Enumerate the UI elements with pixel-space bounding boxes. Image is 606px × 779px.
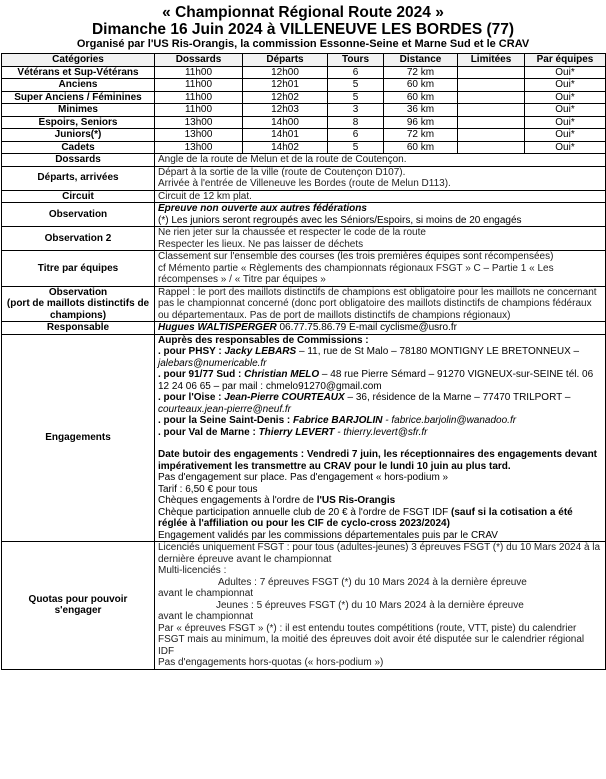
contact-prefix: . pour l'Oise : — [158, 392, 225, 403]
race-row — [2, 104, 606, 117]
col-header: Tours — [328, 54, 384, 67]
row-label: Observation 2 — [2, 227, 155, 251]
contact-sud — [158, 369, 602, 392]
depart-cell: 14h02 — [243, 141, 328, 154]
contact-prefix: . pour PHSY : — [158, 346, 225, 357]
no-onsite-text: Pas d'engagement sur place. Pas d'engagement « hors-podium » — [158, 472, 449, 483]
responsable-contact: 06.77.75.86.79 E-mail cyclisme@usro.fr — [279, 322, 457, 333]
contact-address: – 11, rue de St Malo – 78180 MONTIGNY LE BRETONNEUX – — [296, 346, 580, 357]
info-row-observation2 — [2, 227, 606, 251]
quota-line: Pas d'engagements hors-quotas (« hors-podium ») — [158, 657, 384, 668]
info-row-departs — [2, 166, 606, 190]
depart-cell: 14h00 — [243, 116, 328, 129]
event-date-place: Dimanche 16 Juin 2024 à VILLENEUVE LES BORDES (77) — [91, 21, 515, 38]
quota-line: Par « épreuves FSGT » (*) : il est entendu toutes compétitions (route, VTT, piste) du calendrier FSGT mais au minimum, la moitié des épreuves doit avoir été disputée sur le calendrier régional IDF — [158, 622, 585, 657]
col-header: Catégories — [2, 54, 155, 67]
tours-cell: 5 — [328, 91, 384, 104]
info-row-quotas — [2, 542, 606, 670]
info-row-engagements — [2, 334, 606, 542]
contact-email: - thierry.levert@sfr.fr — [334, 426, 428, 438]
row-text: Angle de la route de Melun et de la route de Coutençon. — [155, 154, 606, 167]
info-row-circuit — [2, 190, 606, 203]
validation-text: Engagement validés par les commissions départementales puis par le CRAV — [158, 529, 498, 541]
row-text — [155, 322, 606, 335]
equipes-cell: Oui* — [525, 91, 606, 104]
participation-condition: (sauf si la cotisation a été réglée à l'affiliation ou pour les CIF de cyclo-cross 2023/2024) — [158, 506, 573, 529]
row-label: Titre par équipes — [2, 251, 155, 287]
tours-cell: 3 — [328, 104, 384, 117]
category-cell: Anciens — [2, 79, 155, 92]
contact-name: Christian MELO — [244, 369, 320, 380]
row-text — [155, 166, 606, 190]
obs2-line: Respecter les lieux. Ne pas laisser de déchets — [158, 238, 364, 250]
dossards-cell: 13h00 — [155, 129, 243, 142]
quota-line: avant le championnat — [158, 588, 254, 599]
tours-cell: 5 — [328, 79, 384, 92]
limitees-cell — [458, 104, 525, 117]
contact-vdm — [158, 427, 602, 439]
cheques-club: l'US Ris-Orangis — [316, 495, 396, 506]
info-row-dossards — [2, 154, 606, 167]
contact-name: Jacky LEBARS — [224, 346, 297, 357]
contact-prefix: . pour la Seine Saint-Denis : — [158, 415, 294, 426]
titre-line: Classement sur l'ensemble des courses (les trois premières équipes sont récompensées) — [158, 251, 554, 262]
category-cell: Espoirs, Seniors — [2, 116, 155, 129]
equipes-cell: Oui* — [525, 104, 606, 117]
limitees-cell — [458, 91, 525, 104]
cheques-text — [158, 495, 602, 507]
col-header: Départs — [243, 54, 328, 67]
depart-cell: 14h01 — [243, 129, 328, 142]
race-row — [2, 79, 606, 92]
info-row-maillots — [2, 286, 606, 322]
contact-email: jalebars@numericable.fr — [158, 357, 267, 369]
label-line: s'engager — [54, 605, 102, 617]
col-header: Distance — [384, 54, 458, 67]
equipes-cell: Oui* — [525, 116, 606, 129]
col-header: Limitées — [458, 54, 525, 67]
quota-line: avant le championnat — [158, 611, 254, 622]
championship-table — [1, 53, 606, 670]
contact-ssd — [158, 415, 602, 427]
info-row-titre — [2, 251, 606, 287]
row-label: Observation — [2, 203, 155, 227]
label-line: (port de maillots distinctifs de champions) — [6, 298, 150, 321]
row-text: Rappel : le port des maillots distinctifs de champions est obligatoire pour les maillots ne concernant pas le championnat concerné (donc port obligatoire des maillots distinctifs de champions fédéraux ou départementaux. Pas de port de maillots distinctifs de champions régionaux) — [155, 286, 606, 322]
contact-address: – 36, résidence de la Marne – 77470 TRILPORT – — [344, 392, 571, 403]
engagements-intro: Auprès des responsables de Commissions : — [158, 334, 369, 346]
quota-line: Licenciés uniquement FSGT : pour tous (adultes-jeunes) 3 épreuves FSGT (*) du 10 Mars 2024 à la dernière épreuve avant le championnat — [158, 542, 601, 565]
organizer-line: Organisé par l'US Ris-Orangis, la commission Essonne-Seine et Marne Sud et le CRAV — [76, 38, 530, 50]
distance-cell: 72 km — [384, 129, 458, 142]
header-row — [2, 54, 606, 67]
contact-address: – 48 rue Pierre Sémard – 91270 VIGNEUX-sur-SEINE tél. 06 12 24 06 65 – par mail : chmelo91270@gmail.com — [158, 369, 594, 392]
equipes-cell: Oui* — [525, 79, 606, 92]
dossards-cell: 11h00 — [155, 66, 243, 79]
race-row — [2, 91, 606, 104]
col-header: Par équipes — [525, 54, 606, 67]
category-cell: Super Anciens / Féminines — [2, 91, 155, 104]
contact-name: Fabrice BARJOLIN — [293, 415, 383, 426]
responsable-name: Hugues WALTISPERGER — [158, 322, 277, 333]
contact-name: Thierry LEVERT — [258, 426, 335, 438]
row-text: Circuit de 12 km plat. — [155, 190, 606, 203]
equipes-cell: Oui* — [525, 66, 606, 79]
obs-emphasis: Epreuve non ouverte aux autres fédérations — [158, 203, 367, 214]
equipes-cell: Oui* — [525, 141, 606, 154]
category-cell: Juniors(*) — [2, 129, 155, 142]
row-label: Circuit — [2, 190, 155, 203]
obs-juniors: (*) Les juniors seront regroupés avec les Séniors/Espoirs, si moins de 20 engagés — [158, 214, 522, 226]
category-cell: Minimes — [2, 104, 155, 117]
dossards-cell: 13h00 — [155, 116, 243, 129]
depart-cell: 12h01 — [243, 79, 328, 92]
contact-email: - fabrice.barjolin@wanadoo.fr — [382, 415, 517, 426]
depart-cell: 12h02 — [243, 91, 328, 104]
category-cell: Cadets — [2, 141, 155, 154]
depart-cell: 12h00 — [243, 66, 328, 79]
quota-line: Adultes : 7 épreuves FSGT (*) du 10 Mars 2024 à la dernière épreuve — [218, 576, 527, 588]
distance-cell: 60 km — [384, 141, 458, 154]
contact-oise — [158, 392, 602, 415]
row-text — [155, 251, 606, 287]
deadline-text: Date butoir des engagements : Vendredi 7 juin, les réceptionnaires des engagements devant impérativement les transmettre au CRAV pour le lundi 10 juin au plus tard. — [158, 449, 598, 472]
dossards-cell: 11h00 — [155, 91, 243, 104]
contact-email: courteaux.jean-pierre@neuf.fr — [158, 403, 291, 415]
row-label — [2, 286, 155, 322]
limitees-cell — [458, 129, 525, 142]
row-label: Responsable — [2, 322, 155, 335]
quotas-text — [155, 542, 606, 670]
tours-cell: 8 — [328, 116, 384, 129]
row-text — [155, 227, 606, 251]
tours-cell: 6 — [328, 66, 384, 79]
tours-cell: 5 — [328, 141, 384, 154]
engagements-text — [155, 334, 606, 542]
quota-line: Multi-licenciés : — [158, 565, 227, 576]
depart-line: Départ à la sortie de la ville (route de Coutençon D107). — [158, 166, 406, 178]
participation-text — [158, 507, 602, 530]
label-line: Quotas pour pouvoir — [28, 593, 128, 605]
participation-prefix: Chèque participation annuelle club de 20 € à l'ordre de FSGT IDF — [158, 506, 452, 518]
cheques-prefix: Chèques engagements à l'ordre de — [158, 495, 317, 506]
arrivee-line: Arrivée à l'entrée de Villeneuve les Bordes (route de Melun D113). — [158, 178, 451, 189]
limitees-cell — [458, 141, 525, 154]
distance-cell: 96 km — [384, 116, 458, 129]
dossards-cell: 13h00 — [155, 141, 243, 154]
col-header: Dossards — [155, 54, 243, 67]
dossards-cell: 11h00 — [155, 104, 243, 117]
tours-cell: 6 — [328, 129, 384, 142]
row-label: Engagements — [2, 334, 155, 542]
row-label: Départs, arrivées — [2, 166, 155, 190]
quota-line: Jeunes : 5 épreuves FSGT (*) du 10 Mars 2024 à la dernière épreuve — [216, 599, 524, 611]
info-row-responsable — [2, 322, 606, 335]
contact-prefix: . pour Val de Marne : — [158, 426, 259, 438]
obs2-line: Ne rien jeter sur la chaussée et respecter le code de la route — [158, 227, 426, 238]
contact-name: Jean-Pierre COURTEAUX — [224, 392, 345, 403]
limitees-cell — [458, 116, 525, 129]
race-row — [2, 141, 606, 154]
distance-cell: 72 km — [384, 66, 458, 79]
distance-cell: 60 km — [384, 91, 458, 104]
depart-cell: 12h03 — [243, 104, 328, 117]
limitees-cell — [458, 66, 525, 79]
equipes-cell: Oui* — [525, 129, 606, 142]
distance-cell: 36 km — [384, 104, 458, 117]
row-text — [155, 203, 606, 227]
category-cell: Vétérans et Sup-Vétérans — [2, 66, 155, 79]
dossards-cell: 11h00 — [155, 79, 243, 92]
row-label — [2, 542, 155, 670]
distance-cell: 60 km — [384, 79, 458, 92]
race-row — [2, 129, 606, 142]
race-row — [2, 66, 606, 79]
titre-line: cf Mémento partie « Règlements des championnats régionaux FSGT » C – Partie 1 « Les récompenses » / « Titre par équipes » — [158, 262, 554, 285]
contact-phsy — [158, 346, 602, 369]
page-title: « Championnat Régional Route 2024 » — [162, 4, 444, 21]
tarif-text: Tarif : 6,50 € pour tous — [158, 483, 258, 495]
info-row-observation — [2, 203, 606, 227]
label-line: Observation — [48, 286, 108, 298]
row-label: Dossards — [2, 154, 155, 167]
contact-prefix: . pour 91/77 Sud : — [158, 369, 245, 380]
race-row — [2, 116, 606, 129]
limitees-cell — [458, 79, 525, 92]
